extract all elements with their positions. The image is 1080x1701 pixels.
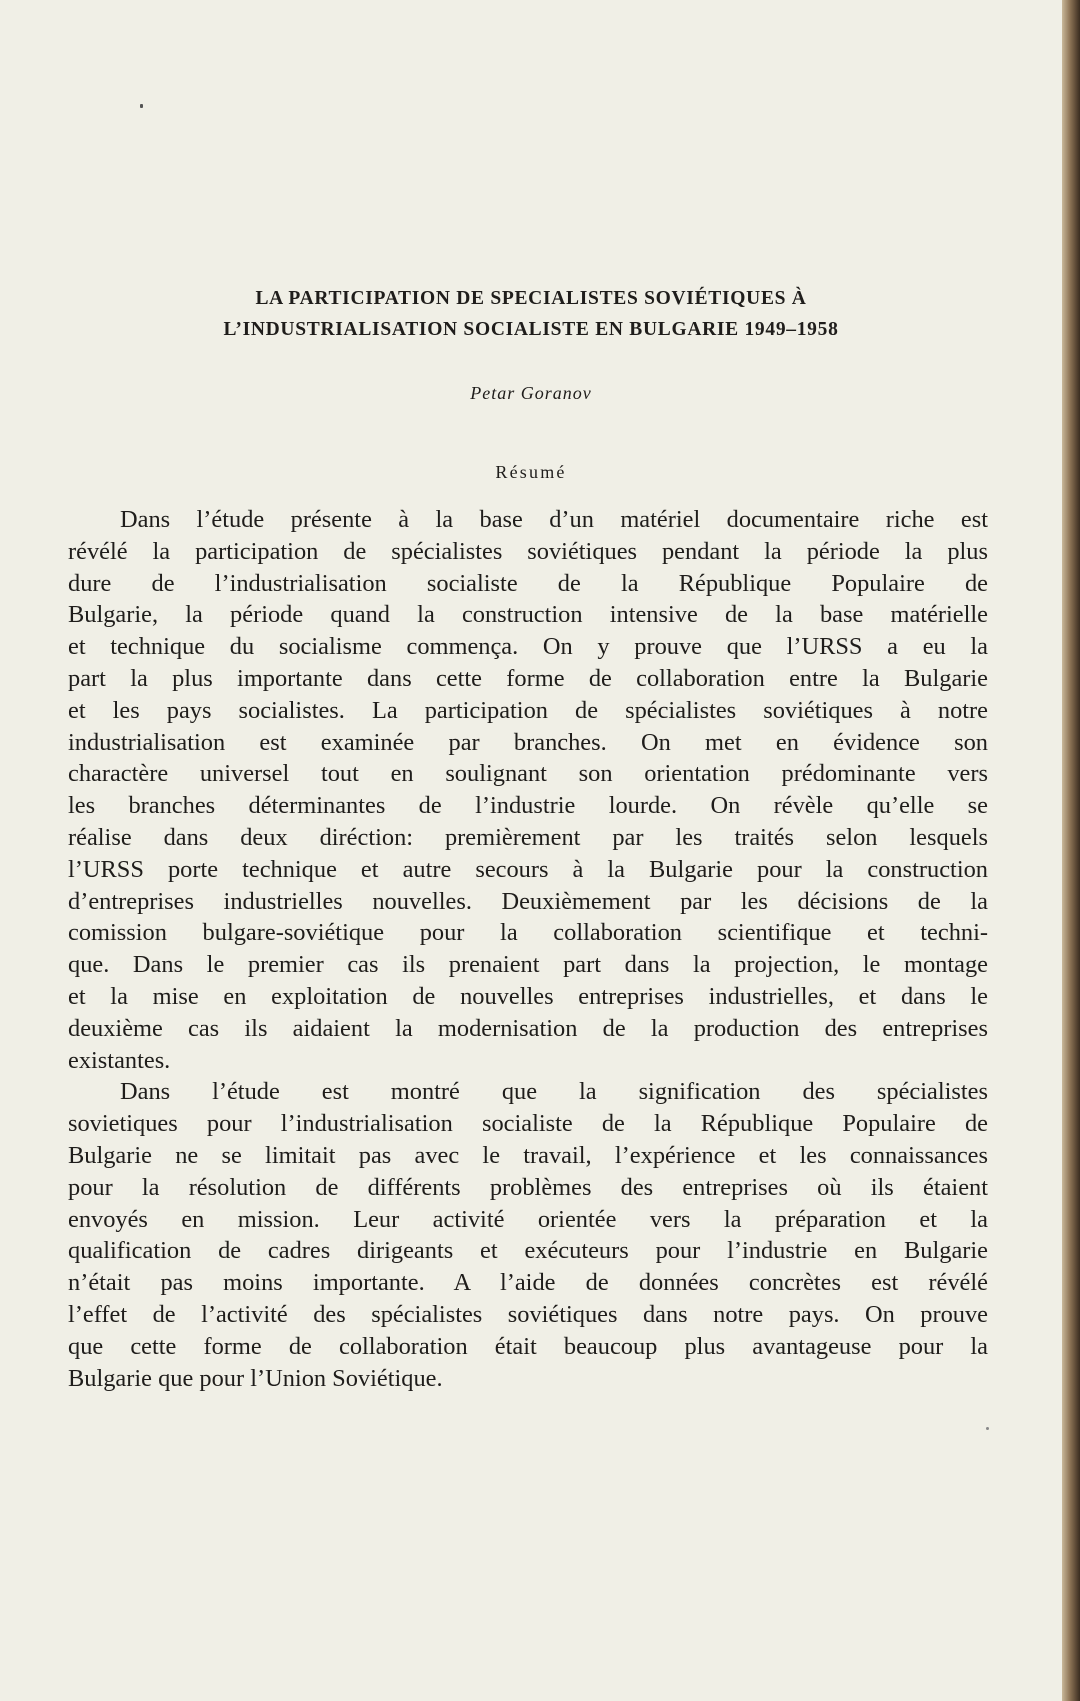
abstract-line: deuxième cas ils aidaient la modernisation de la production des entreprises [68, 1014, 988, 1042]
paper-speck [986, 1427, 989, 1430]
abstract-line: et technique du socialisme commença. On y prouve que l’URSS a eu la [68, 633, 988, 661]
abstract-line: industrialisation est examinée par branches. On met en évidence son [68, 728, 988, 756]
abstract-line: les branches déterminantes de l’industrie lourde. On révèle qu’elle se [68, 792, 988, 820]
abstract-line: Bulgarie ne se limitait pas avec le travail, l’expérience et les connaissances [68, 1141, 988, 1169]
title-line-1: LA PARTICIPATION DE SPECIALISTES SOVIÉTIQUES À [255, 288, 807, 309]
title-line-2: L’INDUSTRIALISATION SOCIALISTE EN BULGARIE 1949–1958 [223, 319, 839, 340]
abstract-line: n’était pas moins importante. A l’aide de données concrètes est révélé [68, 1269, 988, 1297]
abstract-line: dure de l’industrialisation socialiste de la République Populaire de [68, 569, 988, 597]
abstract-line: Bulgarie que pour l’Union Soviétique. [68, 1364, 443, 1392]
abstract-line: Dans l’étude est montré que la signification des spécialistes [120, 1078, 988, 1106]
abstract-line: comission bulgare-soviétique pour la collaboration scientifique et techni- [68, 919, 988, 947]
section-heading: Résumé [495, 462, 567, 482]
abstract-line: et les pays socialistes. La participation de spécialistes soviétiques à notre [68, 696, 988, 724]
abstract-line: Bulgarie, la période quand la construction intensive de la base matérielle [68, 601, 988, 629]
abstract-line: l’effet de l’activité des spécialistes soviétiques dans notre pays. On prouve [68, 1300, 988, 1328]
abstract-line: part la plus importante dans cette forme de collaboration entre la Bulgarie [68, 664, 988, 692]
abstract-line: sovietiques pour l’industrialisation socialiste de la République Populaire de [68, 1110, 988, 1138]
abstract-line: que. Dans le premier cas ils prenaient part dans la projection, le montage [68, 951, 988, 979]
abstract-line: Dans l’étude présente à la base d’un matériel documentaire riche est [120, 506, 988, 533]
abstract-line: pour la résolution de différents problèmes des entreprises où ils étaient [68, 1173, 988, 1201]
paper-speck [140, 104, 143, 108]
abstract-line: envoyés en mission. Leur activité orientée vers la préparation et la [68, 1205, 988, 1233]
author-name: Petar Goranov [470, 383, 592, 403]
abstract-body [68, 504, 988, 1394]
abstract-line: réalise dans deux diréction: premièrement par les traités selon lesquels [68, 823, 988, 851]
abstract-line: révélé la participation de spécialistes soviétiques pendant la période la plus [68, 537, 988, 565]
abstract-line: existantes. [68, 1046, 171, 1074]
page-binding-edge [1062, 0, 1080, 1701]
abstract-line: et la mise en exploitation de nouvelles entreprises industrielles, et dans le [68, 982, 988, 1010]
abstract-line: l’URSS porte technique et autre secours à la Bulgarie pour la construction [68, 855, 988, 883]
abstract-line: d’entreprises industrielles nouvelles. Deuxièmement par les décisions de la [68, 887, 988, 915]
abstract-line: que cette forme de collaboration était beaucoup plus avantageuse pour la [68, 1332, 988, 1360]
abstract-line: charactère universel tout en soulignant son orientation prédominante vers [68, 760, 988, 788]
article-title [0, 283, 1062, 345]
abstract-line: qualification de cadres dirigeants et exécuteurs pour l’industrie en Bulgarie [68, 1237, 988, 1265]
